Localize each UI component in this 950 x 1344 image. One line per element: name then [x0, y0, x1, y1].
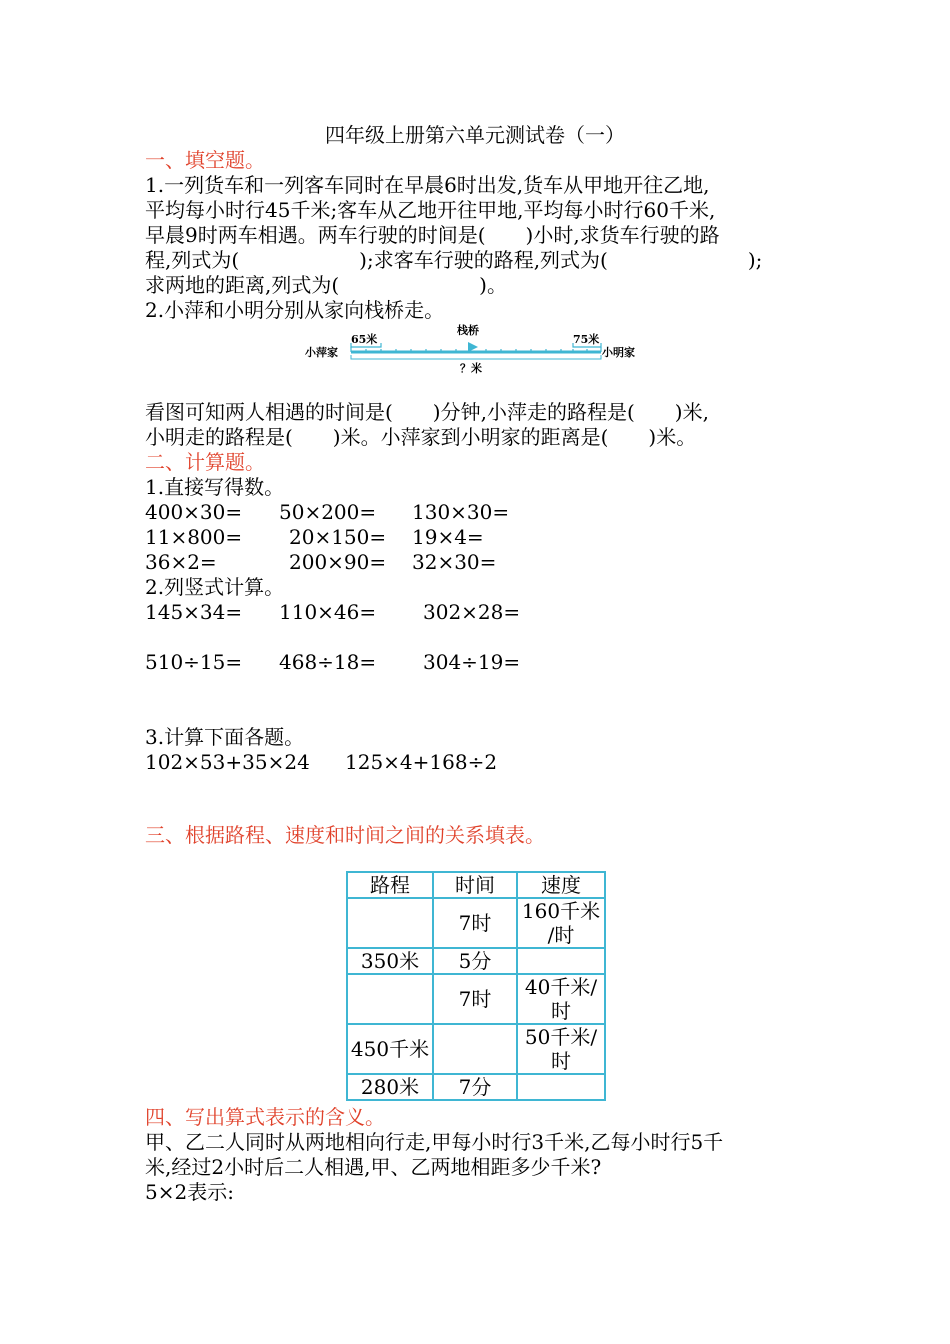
vertical-calc-item: 145×34= — [145, 600, 243, 624]
table-header-row — [347, 872, 605, 898]
vertical-calc-item: 302×28= — [423, 600, 521, 624]
table-cell[interactable] — [347, 898, 433, 948]
calc-q1-title: 1.直接写得数。 — [145, 475, 285, 499]
table-row — [347, 898, 605, 948]
direct-calc-item: 50×200= — [279, 500, 377, 524]
table-cell: 7时 — [433, 974, 517, 1024]
direct-calc-item: 200×90= — [289, 550, 387, 574]
section3-heading: 三、根据路程、速度和时间之间的关系填表。 — [145, 823, 545, 847]
vertical-calc-item: 468÷18= — [279, 650, 377, 674]
q2-line-2: 小明走的路程是( )米。小萍家到小明家的距离是( )米。 — [145, 425, 697, 449]
table-cell: 50千米/ 时 — [517, 1024, 605, 1074]
q1-line-4: 程,列式为( );求客车行驶的路程,列式为( ); — [145, 248, 763, 272]
direct-calc-item: 400×30= — [145, 500, 243, 524]
table-row — [347, 1024, 605, 1074]
table-cell: 450千米 — [347, 1024, 433, 1074]
table-header-cell: 路程 — [347, 872, 433, 898]
q1-line-5: 求两地的距离,列式为( )。 — [145, 273, 507, 297]
table-cell: 40千米/ 时 — [517, 974, 605, 1024]
vertical-calc-item: 510÷15= — [145, 650, 243, 674]
q1-line-3: 早晨9时两车相遇。两车行驶的时间是( )小时,求货车行驶的路 — [145, 223, 720, 247]
direct-calc-item: 36×2= — [145, 550, 217, 574]
mixed-calc-item: 102×53+35×24 — [145, 750, 310, 774]
table-header-cell: 速度 — [517, 872, 605, 898]
section4-heading: 四、写出算式表示的含义。 — [145, 1105, 385, 1129]
section4-line-1: 甲、乙二人同时从两地相向行走,甲每小时行3千米,乙每小时行5千 — [145, 1130, 724, 1154]
table-cell[interactable] — [433, 1024, 517, 1074]
fill-table — [346, 871, 606, 1101]
section4-line-2: 米,经过2小时后二人相遇,甲、乙两地相距多少千米? — [145, 1155, 602, 1179]
table-cell[interactable] — [517, 1074, 605, 1100]
direct-calc-item: 20×150= — [289, 525, 387, 549]
table-row — [347, 1074, 605, 1100]
vertical-calc-item: 304÷19= — [423, 650, 521, 674]
right-distance-label: 75米 — [573, 333, 600, 346]
vertical-calc-item: 110×46= — [279, 600, 377, 624]
table-header-cell: 时间 — [433, 872, 517, 898]
q2-line-1: 看图可知两人相遇的时间是( )分钟,小萍走的路程是( )米, — [145, 400, 709, 424]
section2-heading: 二、计算题。 — [145, 450, 265, 474]
direct-calc-item: 130×30= — [412, 500, 510, 524]
q1-line-2: 平均每小时行45千米;客车从乙地开往甲地,平均每小时行60千米, — [145, 198, 716, 222]
xiaoming-home-label: 小明家 — [602, 346, 635, 359]
direct-calc-item: 11×800= — [145, 525, 243, 549]
left-distance-label: 65米 — [351, 333, 378, 346]
table-cell: 7时 — [433, 898, 517, 948]
section4-expr: 5×2表示: — [145, 1180, 234, 1204]
table-cell[interactable] — [347, 974, 433, 1024]
bridge-label: 栈桥 — [457, 324, 479, 337]
xiaoping-home-label: 小萍家 — [305, 346, 338, 359]
direct-calc-item: 32×30= — [412, 550, 497, 574]
page-title: 四年级上册第六单元测试卷（一） — [325, 123, 625, 147]
q1-line-1: 1.一列货车和一列客车同时在早晨6时出发,货车从甲地开往乙地, — [145, 173, 710, 197]
table-cell: 280米 — [347, 1074, 433, 1100]
section1-heading: 一、填空题。 — [145, 148, 265, 172]
table-row — [347, 974, 605, 1024]
direct-calc-item: 19×4= — [412, 525, 484, 549]
table-cell: 160千米 /时 — [517, 898, 605, 948]
total-distance-label: ？米 — [460, 362, 482, 375]
q2-text: 2.小萍和小明分别从家向栈桥走。 — [145, 298, 445, 322]
table-cell: 350米 — [347, 948, 433, 974]
calc-q2-title: 2.列竖式计算。 — [145, 575, 285, 599]
route-diagram — [305, 322, 645, 378]
table-cell[interactable] — [517, 948, 605, 974]
table-cell: 7分 — [433, 1074, 517, 1100]
calc-q3-title: 3.计算下面各题。 — [145, 725, 305, 749]
table-row — [347, 948, 605, 974]
table-cell: 5分 — [433, 948, 517, 974]
mixed-calc-item: 125×4+168÷2 — [345, 750, 498, 774]
